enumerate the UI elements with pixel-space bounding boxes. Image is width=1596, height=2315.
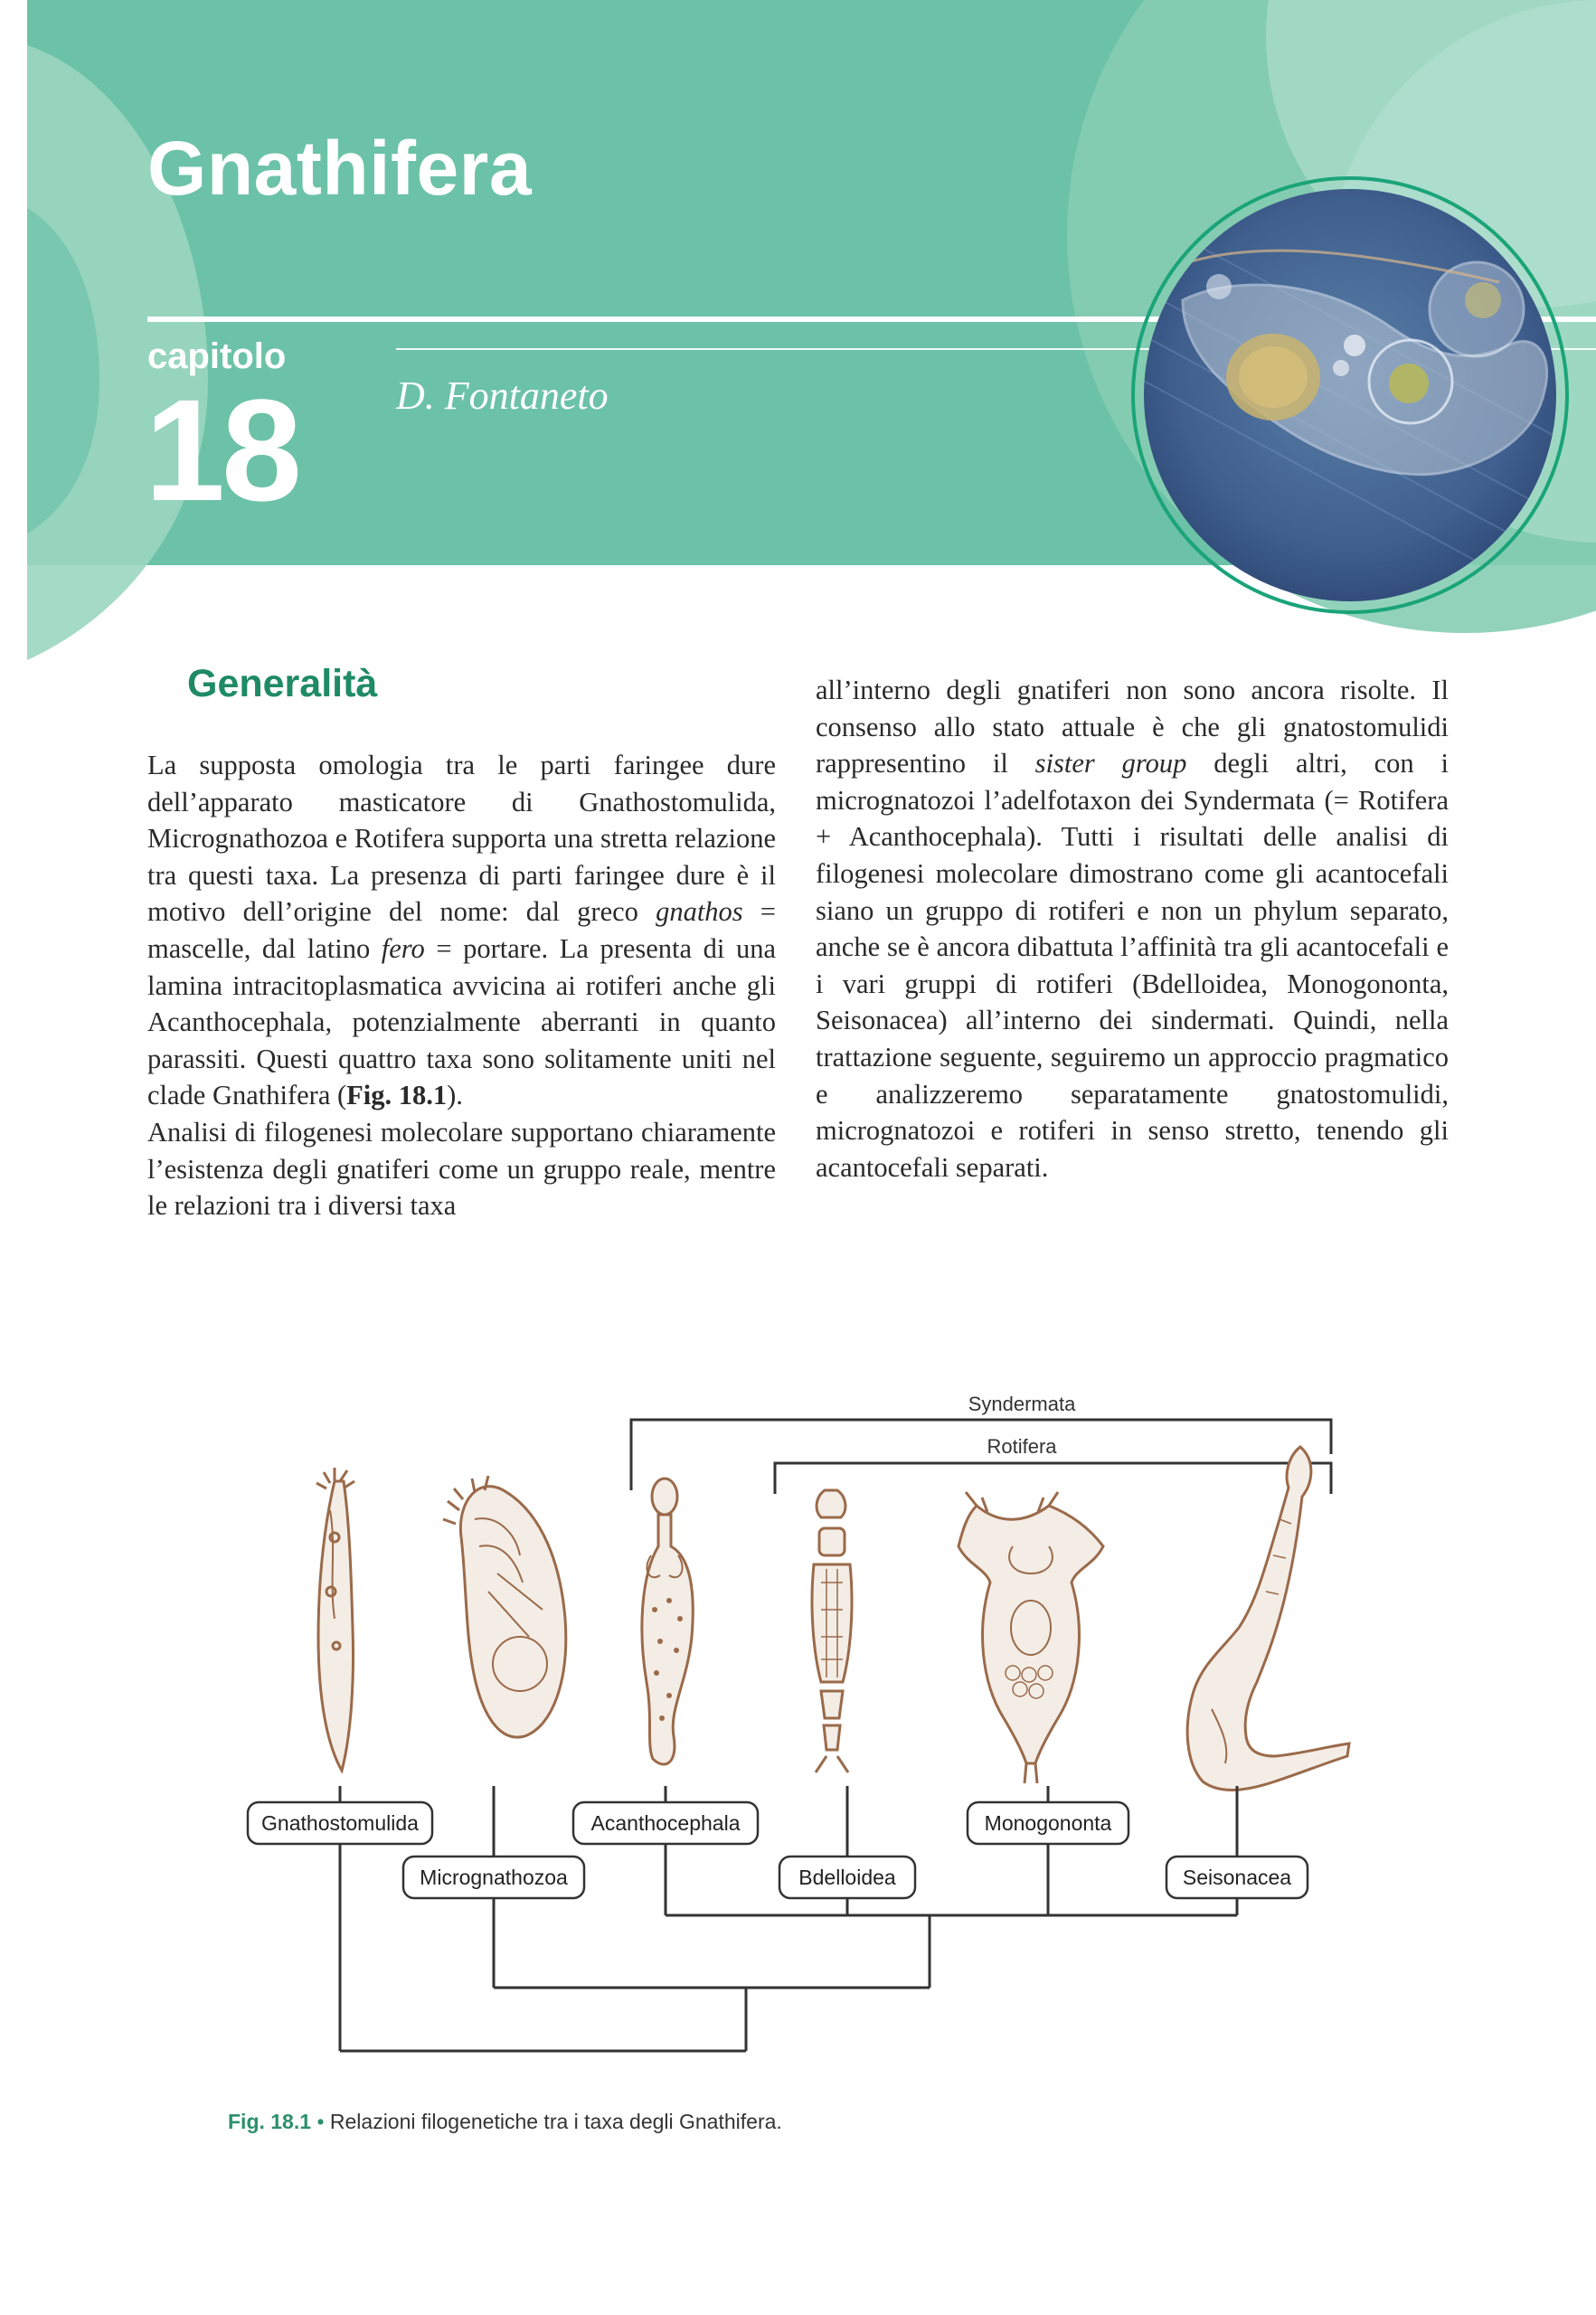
text-run: degli altri, con i micrognatozoi l’adelfotaxon dei Syndermata (= Rotifera + Acanthocephala). Tutti i risultati delle analisi di filogenesi molecolare dimostrano come gli acantocefali siano un gruppo di rotiferi e non un phylum separato, anche se è ancora dibattuta l’affinità tra gli acantocefali e i vari gruppi di rotiferi (Bdelloidea, Monogononta, Seisonacea) all’interno dei sindermati. Quindi, nella trattazione seguente, seguiremo un approccio pragmatico e analizzeremo separatamente gnatostomulidi, micrognatozoi e rotiferi in senso stretto, tenendo gli acantocefali separati. xyxy=(816,748,1449,1183)
caption-text: Relazioni filogenetiche tra i taxa degli Gnathifera. xyxy=(329,2110,782,2133)
text-run: all’interno degli gnatiferi non sono ancora risolte. Il consenso allo stato attuale è che gli gnatostomulidi rappresentino il xyxy=(816,675,1449,780)
section-heading: Generalità xyxy=(187,662,378,705)
italic-term: gnathos xyxy=(656,896,743,928)
chapter-header xyxy=(0,0,1596,660)
taxon-monogononta: Monogononta xyxy=(984,1811,1112,1835)
caption-label: Fig. 18.1 xyxy=(228,2110,312,2133)
figure-caption xyxy=(228,2110,782,2134)
rotifera-bracket xyxy=(775,1463,1331,1494)
paragraph xyxy=(816,672,1449,1186)
chapter-number: 18 xyxy=(145,369,298,531)
bdelloidea-illustration xyxy=(812,1490,852,1772)
chapter-label: capitolo xyxy=(147,336,287,376)
taxon-acanthocephala: Acanthocephala xyxy=(590,1811,741,1835)
paragraph: Analisi di filogenesi molecolare supportano chiaramente l’esistenza degli gnatiferi come un gruppo reale, mentre le relazioni tra i diversi taxa xyxy=(147,1116,776,1222)
italic-term: fero xyxy=(381,932,425,964)
body-column-right xyxy=(816,672,1449,1186)
italic-term: sister group xyxy=(1034,748,1187,780)
syndermata-label: Syndermata xyxy=(968,1393,1076,1415)
monogononta-illustration xyxy=(959,1492,1103,1783)
text-run: ). xyxy=(447,1080,463,1111)
text-run: = portare. La presenta di una lamina intracitoplasmatica avvicina ai rotiferi anche gli Acanthocephala, potenzialmente aberranti in quanto parassiti. Questi quattro taxa sono solitamente uniti nel clade Gnathifera ( xyxy=(147,932,776,1111)
phylogeny-figure xyxy=(217,1338,1393,2080)
chapter-author: D. Fontaneto xyxy=(396,373,609,418)
taxon-seisonacea: Seisonacea xyxy=(1182,1866,1292,1889)
syndermata-bracket xyxy=(631,1420,1331,1490)
text-run: = mascelle, dal latino xyxy=(147,896,777,964)
body-column-left xyxy=(147,747,776,1224)
seisonacea-illustration xyxy=(1187,1447,1349,1790)
taxon-gnathostomulida: Gnathostomulida xyxy=(261,1811,419,1835)
caption-separator: • xyxy=(316,2110,325,2133)
paragraph xyxy=(147,747,776,1114)
taxon-bdelloidea: Bdelloidea xyxy=(798,1866,896,1889)
text-run: La supposta omologia tra le parti faringee dure dell’apparato masticatore di Gnathostomulida, Micrognathozoa e Rotifera supporta una stretta relazione tra questi taxa. La presenza di parti faringee dure è il motivo dell’origine del nome: dal greco xyxy=(147,750,776,928)
taxon-micrognathozoa: Micrognathozoa xyxy=(420,1866,568,1889)
micrognathozoa-illustration xyxy=(443,1476,566,1737)
figure-reference: Fig. 18.1 xyxy=(346,1080,448,1111)
rotifer-photo xyxy=(1129,174,1572,617)
gnathostomulida-illustration xyxy=(316,1468,354,1771)
chapter-title: Gnathifera xyxy=(147,126,533,211)
rotifera-label: Rotifera xyxy=(987,1435,1057,1458)
acanthocephala-illustration xyxy=(642,1479,693,1764)
